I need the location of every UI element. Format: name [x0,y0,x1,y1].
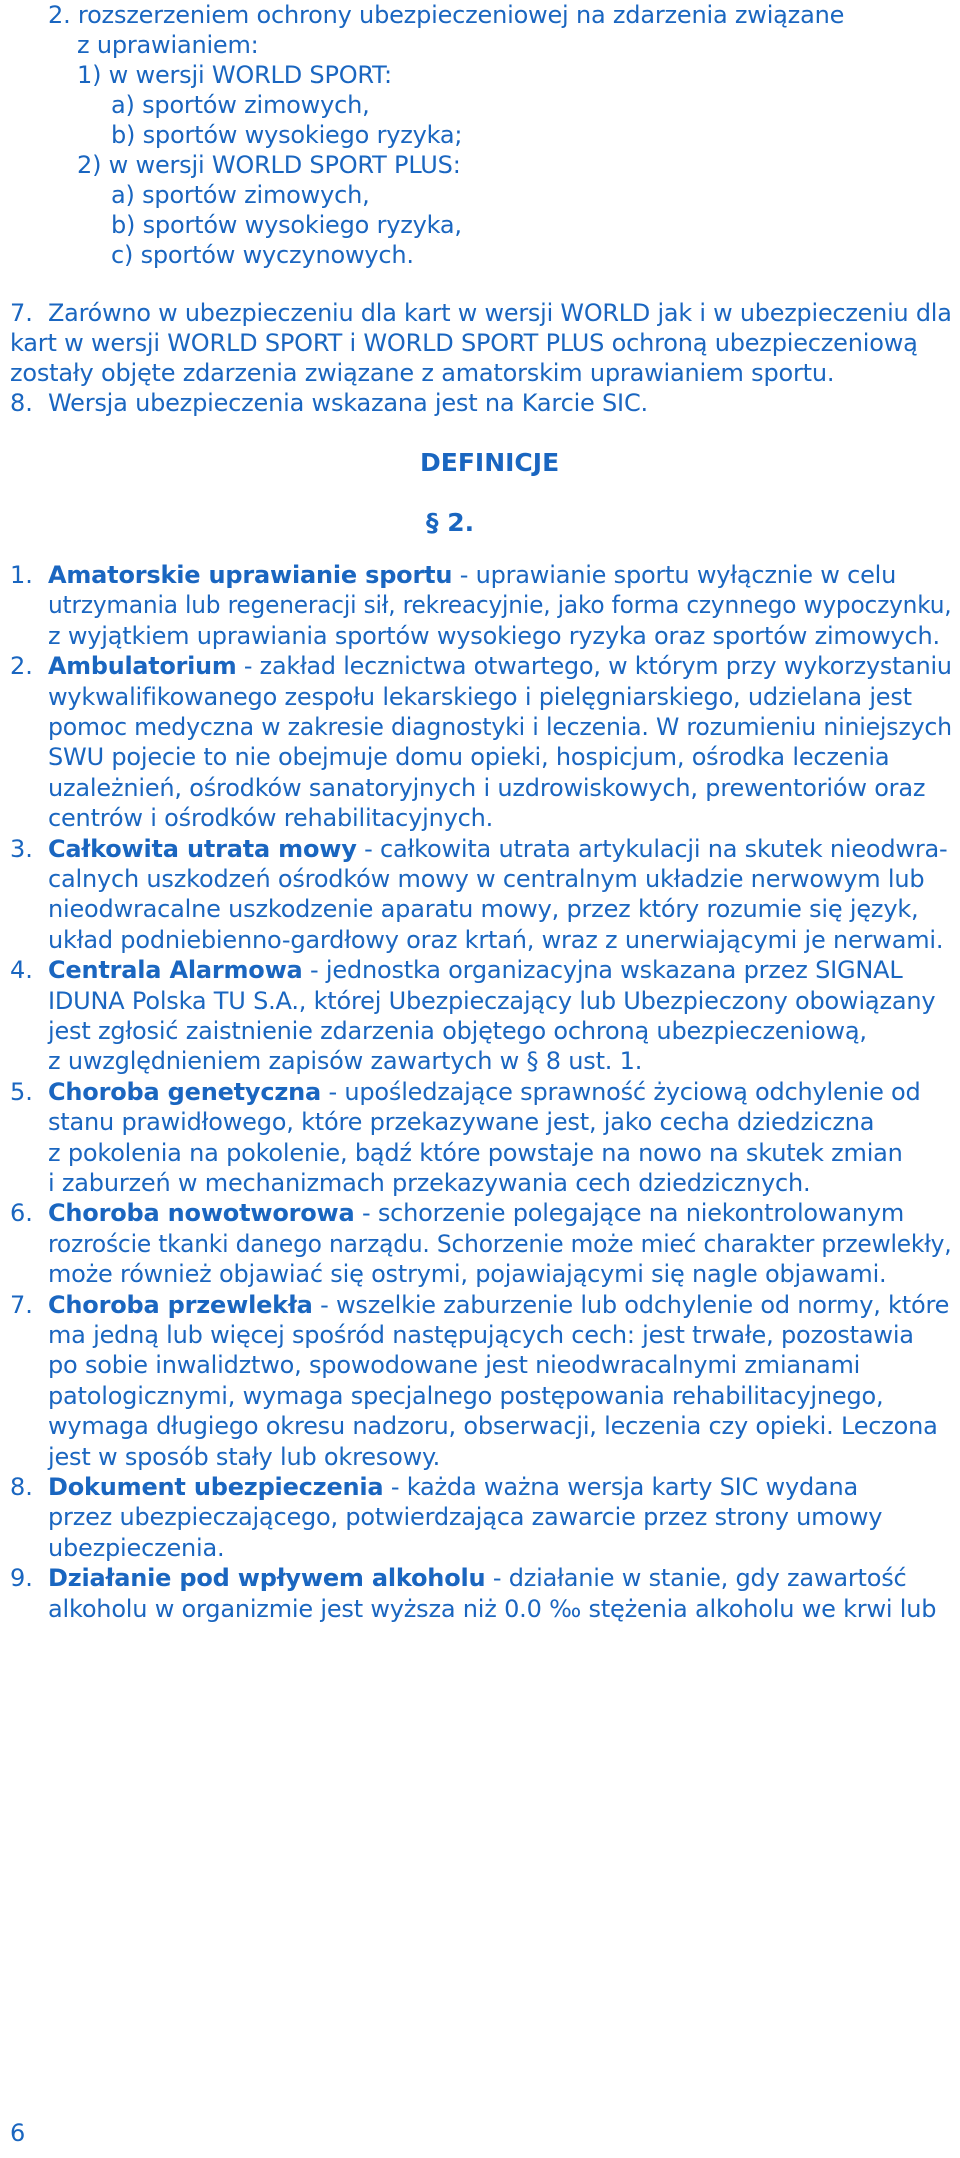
definition-line: stanu prawidłowego, które przekazywane jest, jako cecha dziedziczna [48,1108,875,1137]
item8-text: Wersja ubezpieczenia wskazana jest na Karcie SIC. [48,389,648,417]
definition-term: Amatorskie uprawianie sportu [48,561,453,589]
definition-line: rozroście tkanki danego narządu. Schorzenie może mieć charakter przewlekły, [48,1229,952,1258]
definition-line: może również objawiać się ostrymi, pojawiającymi się nagle objawami. [48,1260,887,1289]
definition-line: przez ubezpieczającego, potwierdzająca zawarcie przez strony umowy [48,1503,883,1532]
paragraph-mark: § 2. [426,508,475,537]
definition-line: nieodwracalne uszkodzenie aparatu mowy, przez który rozumie się język, [48,895,919,924]
definition-line: po sobie inwalidztwo, spowodowane jest nieodwracalnymi zmianami [48,1351,861,1380]
item7-line-2: kart w wersji WORLD SPORT i WORLD SPORT PLUS ochroną ubezpieczeniową [10,329,918,357]
item2-line-2: z uprawianiem: [77,31,259,59]
definition-first-text: - jednostka organizacyjna wskazana przez SIGNAL [302,956,903,985]
definition-line: jest w sposób stały lub okresowy. [48,1442,441,1471]
definition-first-line [48,1198,904,1228]
item2-line-5: b) sportów wysokiego ryzyka; [111,121,463,149]
definition-line: SWU pojecie to nie obejmuje domu opieki, hospicjum, ośrodka leczenia [48,743,890,772]
definition-term: Całkowita utrata mowy [48,834,357,863]
item2-line-4: a) sportów zimowych, [111,91,370,119]
definition-line: z uwzględnieniem zapisów zawartych w § 8 ust. 1. [48,1047,643,1076]
definition-line: jest zgłosić zaistnienie zdarzenia objętego ochroną ubezpieczeniową, [48,1017,867,1045]
definition-term: Centrala Alarmowa [48,956,303,985]
item7-line-3: zostały objęte zdarzenia związane z amatorskim uprawianiem sportu. [10,359,835,387]
definition-first-line [48,1563,907,1593]
definition-line: uzależnień, ośrodków sanatoryjnych i uzdrowiskowych, prewentoriów oraz [48,773,926,802]
item7-number: 7. [10,299,33,327]
definition-line: ma jedną lub więcej spośród następujących cech: jest trwałe, pozostawia [48,1321,914,1349]
definition-line: patologicznymi, wymaga specjalnego postępowania rehabilitacyjnego, [48,1381,884,1410]
definition-first-text: - każda ważna wersja karty SIC wydana [383,1473,859,1501]
item8-number: 8. [10,389,33,417]
item2-line-3: 1) w wersji WORLD SPORT: [77,61,392,89]
definition-first-line [48,1472,858,1502]
definition-line: wykwalifikowanego zespołu lekarskiego i pielęgniarskiego, udzielana jest [48,682,912,711]
item2-line-6: 2) w wersji WORLD SPORT PLUS: [77,151,461,179]
item2-line-1: 2. rozszerzeniem ochrony ubezpieczeniowej na zdarzenia związane [48,1,845,29]
definition-first-text: - upośledzające sprawność życiową odchylenie od [321,1077,921,1106]
definition-term: Choroba nowotworowa [48,1199,355,1228]
definition-number: 1. [10,561,33,589]
definition-number: 8. [10,1473,33,1501]
definition-line: IDUNA Polska TU S.A., której Ubezpieczający lub Ubezpieczony obowiązany [48,986,936,1015]
definition-first-line [48,1077,921,1107]
definition-line: układ podniebienno-gardłowy oraz krtań, wraz z unerwiającymi je nerwami. [48,925,944,954]
definitions-heading: DEFINICJE [420,448,560,477]
definition-line: z wyjątkiem uprawiania sportów wysokiego ryzyka oraz sportów zimowych. [48,621,940,650]
definition-line: pomoc medyczna w zakresie diagnostyki i leczenia. W rozumieniu niniejszych [48,713,952,741]
definition-number: 3. [10,834,33,863]
definition-line: utrzymania lub regeneracji sił, rekreacyjnie, jako forma czynnego wypoczynku, [48,591,952,620]
definition-first-text: - zakład lecznictwa otwartego, w którym przy wykorzystaniu [236,652,952,681]
definition-line: alkoholu w organizmie jest wyższa niż 0.0 ‰ stężenia alkoholu we krwi lub [48,1594,937,1623]
definition-term: Dokument ubezpieczenia [48,1473,384,1501]
definition-first-line [48,1290,949,1320]
definition-line: i zaburzeń w mechanizmach przekazywania cech dziedzicznych. [48,1169,811,1197]
item7-line-1: Zarówno w ubezpieczeniu dla kart w wersji WORLD jak i w ubezpieczeniu dla [48,299,952,327]
definition-line: z pokolenia na pokolenie, bądź które powstaje na nowo na skutek zmian [48,1138,903,1167]
definition-number: 7. [10,1290,33,1319]
definition-line: centrów i ośrodków rehabilitacyjnych. [48,804,494,833]
definition-line: wymaga długiego okresu nadzoru, obserwacji, leczenia czy opieki. Leczona [48,1412,938,1441]
item2-line-7: a) sportów zimowych, [111,181,370,209]
definition-term: Choroba genetyczna [48,1077,322,1106]
definition-term: Działanie pod wpływem alkoholu [48,1564,486,1593]
page-number: 6 [10,2119,26,2147]
item2-line-9: c) sportów wyczynowych. [111,241,414,269]
definition-number: 4. [10,956,33,985]
definition-line: calnych uszkodzeń ośrodków mowy w centralnym układzie nerwowym lub [48,865,925,893]
definition-number: 9. [10,1564,33,1593]
definition-first-text: - całkowita utrata artykulacji na skutek nieodwra- [356,834,948,863]
definition-first-line [48,560,896,590]
definition-first-line [48,955,903,985]
definition-term: Ambulatorium [48,652,237,681]
definition-first-line [48,834,947,864]
item2-line-8: b) sportów wysokiego ryzyka, [111,211,462,239]
definition-first-text: - schorzenie polegające na niekontrolowanym [354,1199,905,1228]
definition-number: 6. [10,1199,33,1228]
definition-first-line [48,651,952,681]
definition-number: 5. [10,1077,33,1106]
definition-term: Choroba przewlekła [48,1290,313,1319]
definition-first-text: - wszelkie zaburzenie lub odchylenie od normy, które [312,1290,950,1319]
definition-line: ubezpieczenia. [48,1533,225,1562]
definition-number: 2. [10,652,33,681]
definition-first-text: - działanie w stanie, gdy zawartość [485,1564,907,1593]
definition-first-text: - uprawianie sportu wyłącznie w celu [452,561,897,589]
